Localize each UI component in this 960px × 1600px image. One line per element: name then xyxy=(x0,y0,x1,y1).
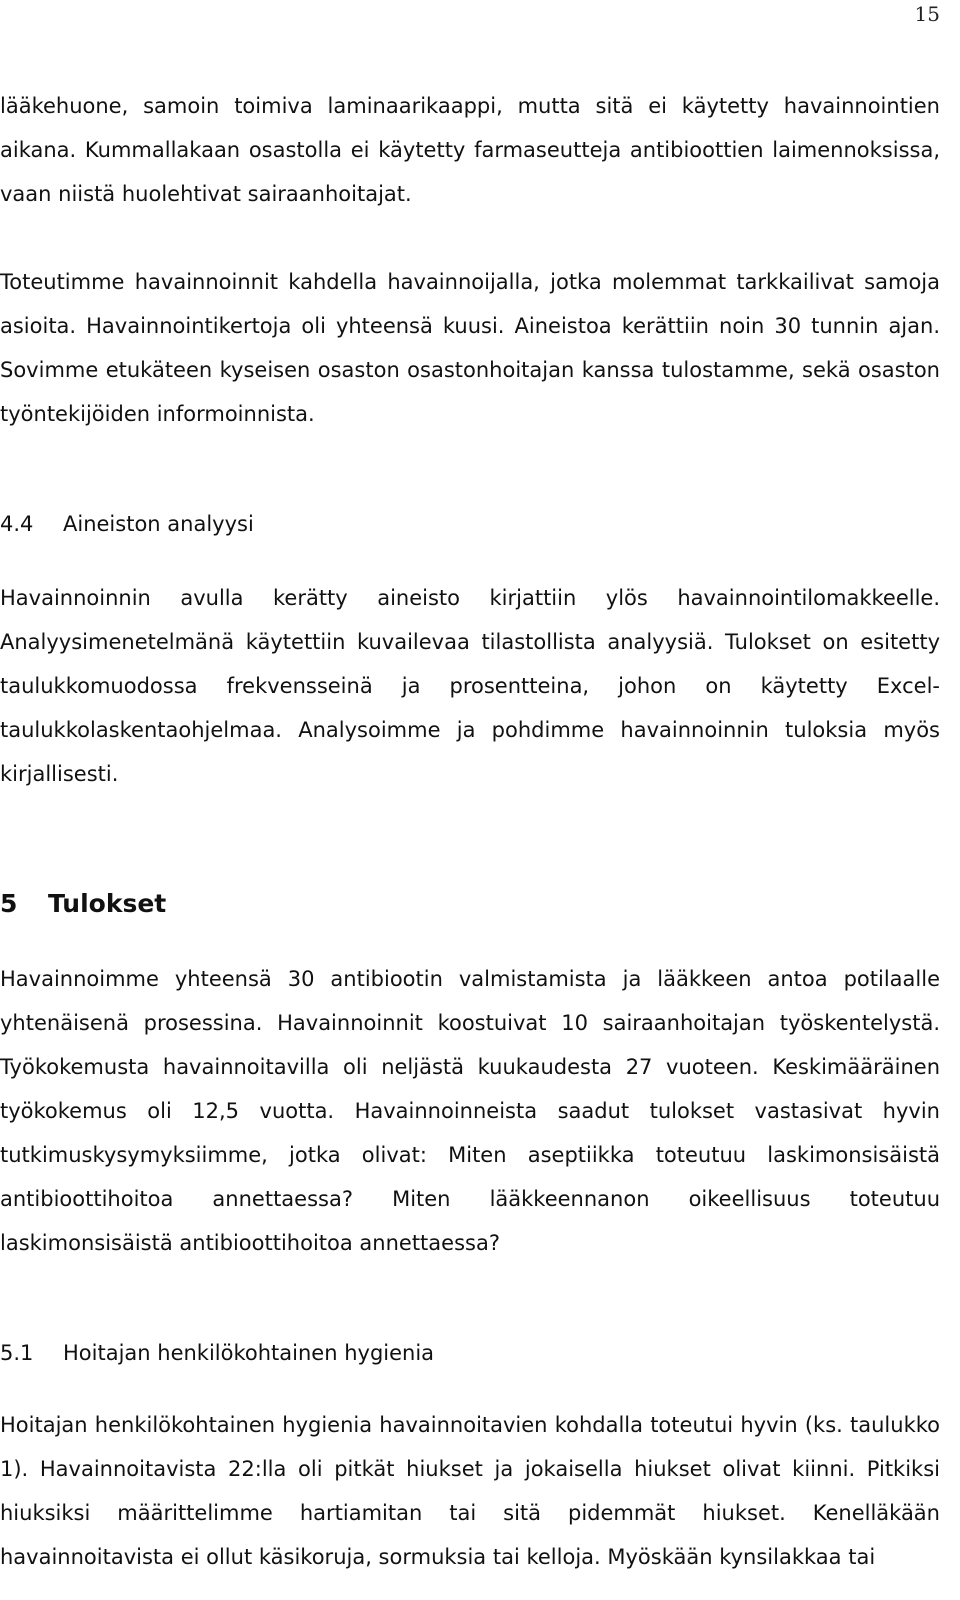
section-title: Aineiston analyysi xyxy=(63,512,254,536)
paragraph-results: Havainnoimme yhteensä 30 antibiootin valmistamista ja lääkkeen antoa potilaalle yhtenäisenä prosessina. Havainnoinnit koostuivat 10 sairaanhoitajan työskentelystä. Työkokemusta havainnoitavilla oli neljästä kuukaudesta 27 vuoteen. Keskimääräinen työkokemus oli 12,5 vuotta. Havainnoinneista saadut tulokset vastasivat hyvin tutkimuskysymyksiimme, jotka olivat: Miten aseptiikka toteutuu laskimonsisäistä antibioottihoitoa annettaessa? Miten lääkkeennanon oikeellisuus toteutuu laskimonsisäistä antibioottihoitoa annettaessa? xyxy=(0,967,940,1255)
section-title: Hoitajan henkilökohtainen hygienia xyxy=(63,1341,435,1365)
paragraph-analysis: Havainnoinnin avulla kerätty aineisto kirjattiin ylös havainnointilomakkeelle. Analyysimenetelmänä käytettiin kuvailevaa tilastollista analyysiä. Tulokset on esitetty taulukkomuodossa frekvensseinä ja prosentteina, johon on käytetty Excel-taulukkolaskentaohjelmaa. Analysoimme ja pohdimme havainnoinnin tuloksia myös kirjallisesti. xyxy=(0,586,940,786)
paragraph-lab-intro: lääkehuone, samoin toimiva laminaarikaappi, mutta sitä ei käytetty havainnointien aikana. Kummallakaan osastolla ei käytetty farmaseutteja antibioottien laimennoksissa, vaan niistä huolehtivat sairaanhoitajat. xyxy=(0,94,940,206)
section-number: 4.4 xyxy=(0,512,34,536)
section-heading-5 xyxy=(0,882,940,926)
paragraph-observers: Toteutimme havainnoinnit kahdella havainnoijalla, jotka molemmat tarkkailivat samoja asioita. Havainnointikertoja oli yhteensä kuusi. Aineistoa kerättiin noin 30 tunnin ajan. Sovimme etukäteen kyseisen osaston osastonhoitajan kanssa tulostamme, sekä osaston työntekijöiden informoinnista. xyxy=(0,270,940,426)
section-number: 5.1 xyxy=(0,1341,34,1365)
document-body xyxy=(0,84,940,1579)
section-heading-5-1 xyxy=(0,1331,940,1375)
section-title: Tulokset xyxy=(48,889,167,918)
section-number: 5 xyxy=(0,889,18,918)
paragraph-hygiene: Hoitajan henkilökohtainen hygienia havainnoitavien kohdalla toteutui hyvin (ks. taulukko 1). Havainnoitavista 22:lla oli pitkät hiukset ja jokaisella hiukset olivat kiinni. Pitkiksi hiuksiksi määrittelimme hartiamitan tai sitä pidemmät hiukset. Kenelläkään havainnoitavista ei ollut käsikoruja, sormuksia tai kelloja. Myöskään kynsilakkaa tai xyxy=(0,1413,940,1569)
page-number: 15 xyxy=(914,2,940,26)
section-heading-4-4 xyxy=(0,502,940,546)
